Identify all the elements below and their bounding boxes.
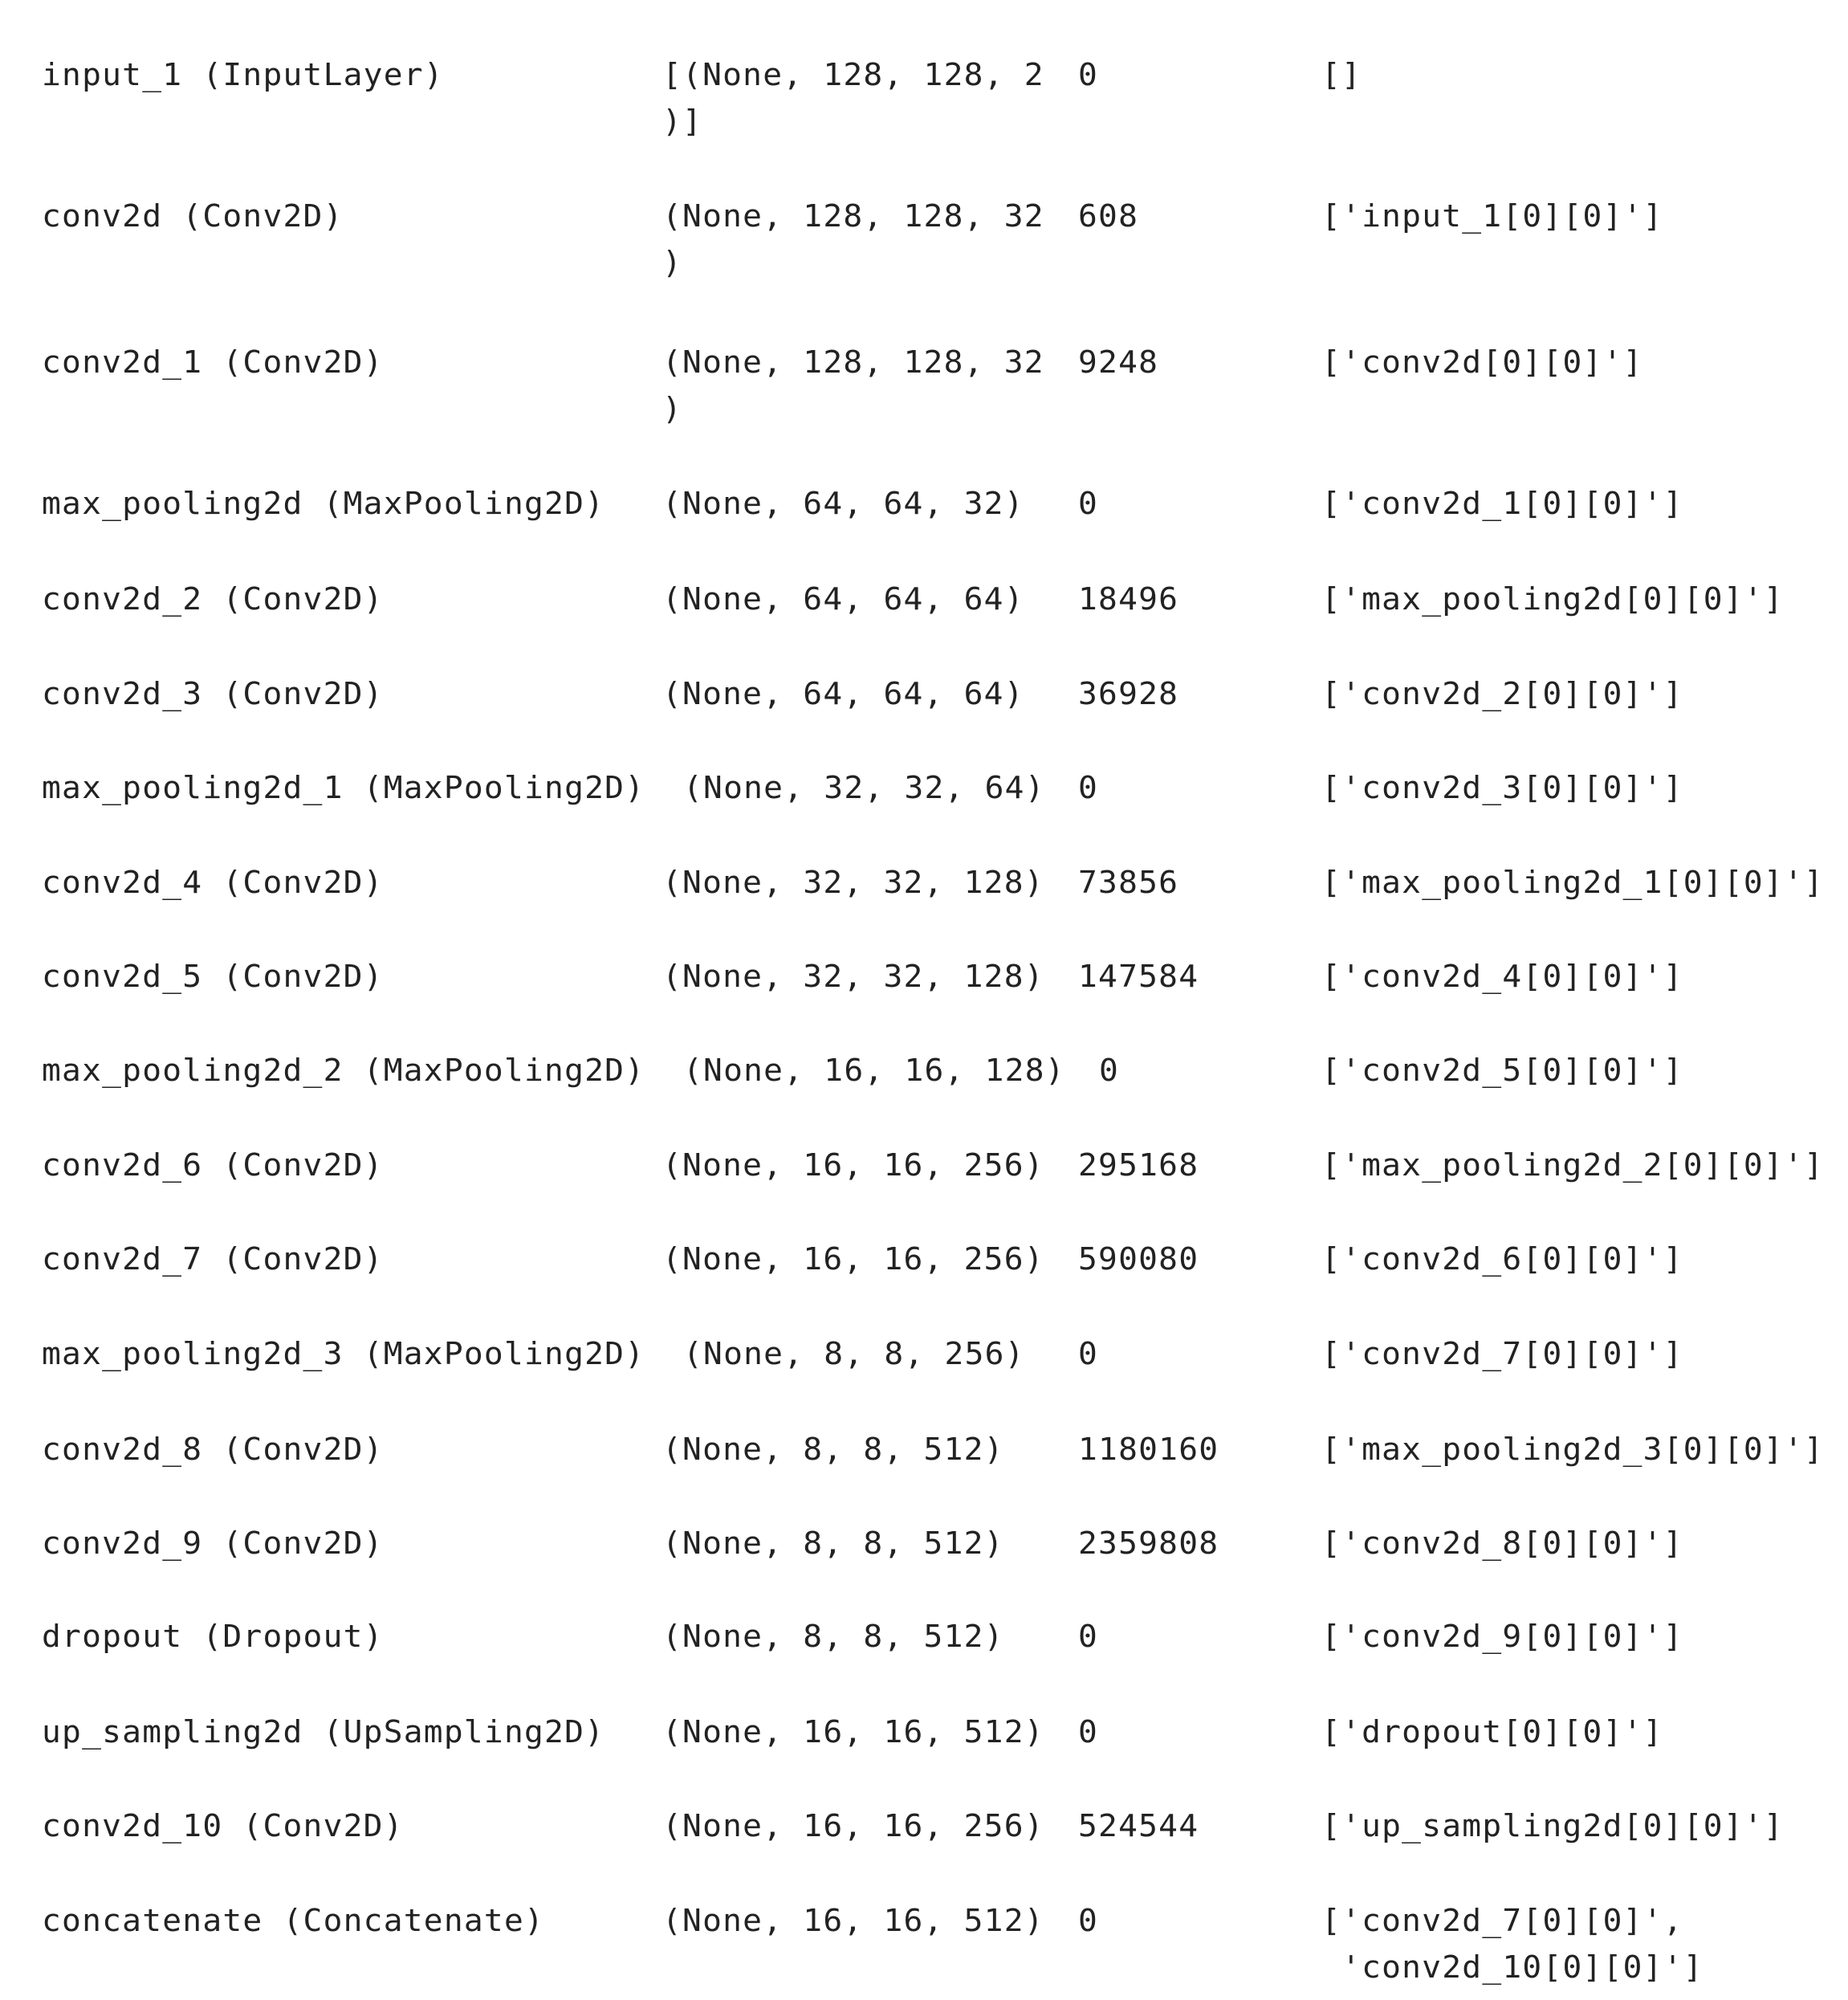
layer-name: up_sampling2d (UpSampling2D) <box>42 1714 605 1749</box>
param-count: 1180160 <box>1078 1432 1219 1467</box>
layer-name: conv2d_5 (Conv2D) <box>42 959 384 994</box>
output-shape: (None, 8, 8, 512) <box>662 1619 1004 1654</box>
layer-name: max_pooling2d_2 (MaxPooling2D) <box>42 1053 645 1088</box>
layer-name: conv2d_10 (Conv2D) <box>42 1808 404 1843</box>
layer-row <box>0 193 1848 289</box>
connected-to: ['conv2d_6[0][0]'] <box>1321 1241 1683 1277</box>
param-count: 0 <box>1078 770 1099 805</box>
connected-to: ['conv2d_3[0][0]'] <box>1321 770 1683 805</box>
layer-name: dropout (Dropout) <box>42 1619 384 1654</box>
output-shape: (None, 16, 16, 128) <box>683 1053 1065 1088</box>
layer-row <box>0 1613 1848 1709</box>
layer-name: conv2d_1 (Conv2D) <box>42 344 384 380</box>
connected-to: ['conv2d_7[0][0]'] <box>1321 1336 1683 1371</box>
output-shape: (None, 32, 32, 128) <box>662 959 1044 994</box>
layer-name: input_1 (InputLayer) <box>42 57 444 92</box>
layer-row <box>0 1047 1848 1143</box>
output-shape: (None, 8, 8, 256) <box>683 1336 1025 1371</box>
output-shape: (None, 16, 16, 512) <box>662 1714 1044 1749</box>
output-shape: (None, 64, 64, 64) <box>662 581 1024 617</box>
connected-to: ['conv2d_4[0][0]'] <box>1321 959 1683 994</box>
connected-to: ['dropout[0][0]'] <box>1321 1714 1663 1749</box>
output-shape: (None, 8, 8, 512) <box>662 1525 1004 1561</box>
output-shape: (None, 128, 128, 32 ) <box>662 198 1044 280</box>
output-shape: (None, 16, 16, 512) <box>662 1903 1044 1938</box>
layer-row <box>0 1897 1848 1994</box>
connected-to: ['conv2d_8[0][0]'] <box>1321 1525 1683 1561</box>
param-count: 147584 <box>1078 959 1199 994</box>
connected-to: ['max_pooling2d_1[0][0]'] <box>1321 865 1825 900</box>
param-count: 73856 <box>1078 865 1179 900</box>
output-shape: [(None, 128, 128, 2 )] <box>662 57 1044 139</box>
layer-row <box>0 480 1848 576</box>
param-count: 36928 <box>1078 676 1179 711</box>
layer-row <box>0 1142 1848 1238</box>
layer-row <box>0 1426 1848 1522</box>
output-shape: (None, 32, 32, 64) <box>683 770 1045 805</box>
connected-to: ['input_1[0][0]'] <box>1321 198 1663 234</box>
param-count: 0 <box>1078 1714 1099 1749</box>
layer-name: conv2d_4 (Conv2D) <box>42 865 384 900</box>
param-count: 0 <box>1078 1336 1099 1371</box>
output-shape: (None, 64, 64, 32) <box>662 486 1024 521</box>
connected-to: ['max_pooling2d_2[0][0]'] <box>1321 1147 1825 1183</box>
layer-row <box>0 859 1848 955</box>
connected-to: ['max_pooling2d[0][0]'] <box>1321 581 1784 617</box>
layer-name: conv2d_9 (Conv2D) <box>42 1525 384 1561</box>
layer-name: concatenate (Concatenate) <box>42 1903 545 1938</box>
output-shape: (None, 16, 16, 256) <box>662 1808 1044 1843</box>
param-count: 0 <box>1078 1619 1099 1654</box>
layer-row <box>0 1709 1848 1805</box>
layer-name: max_pooling2d (MaxPooling2D) <box>42 486 605 521</box>
layer-name: conv2d_7 (Conv2D) <box>42 1241 384 1277</box>
output-shape: (None, 128, 128, 32 ) <box>662 344 1044 426</box>
param-count: 0 <box>1078 486 1099 521</box>
layer-row <box>0 953 1848 1049</box>
layer-name: conv2d_3 (Conv2D) <box>42 676 384 711</box>
layer-row <box>0 51 1848 148</box>
connected-to: ['conv2d[0][0]'] <box>1321 344 1643 380</box>
connected-to: ['conv2d_2[0][0]'] <box>1321 676 1683 711</box>
layer-row <box>0 339 1848 435</box>
connected-to: [] <box>1321 57 1362 92</box>
connected-to: ['max_pooling2d_3[0][0]'] <box>1321 1432 1825 1467</box>
layer-row <box>0 1520 1848 1616</box>
param-count: 0 <box>1078 57 1099 92</box>
layer-row <box>0 1236 1848 1332</box>
layer-row <box>0 576 1848 672</box>
param-count: 9248 <box>1078 344 1159 380</box>
param-count: 18496 <box>1078 581 1179 617</box>
connected-to: ['conv2d_7[0][0]', 'conv2d_10[0][0]'] <box>1321 1903 1703 1985</box>
output-shape: (None, 16, 16, 256) <box>662 1147 1044 1183</box>
layer-name: max_pooling2d_1 (MaxPooling2D) <box>42 770 645 805</box>
param-count: 0 <box>1078 1903 1099 1938</box>
connected-to: ['up_sampling2d[0][0]'] <box>1321 1808 1784 1843</box>
connected-to: ['conv2d_1[0][0]'] <box>1321 486 1683 521</box>
param-count: 0 <box>1099 1053 1120 1088</box>
layer-name: conv2d (Conv2D) <box>42 198 344 234</box>
output-shape: (None, 32, 32, 128) <box>662 865 1044 900</box>
layer-name: max_pooling2d_3 (MaxPooling2D) <box>42 1336 645 1371</box>
param-count: 524544 <box>1078 1808 1199 1843</box>
param-count: 590080 <box>1078 1241 1199 1277</box>
layer-name: conv2d_6 (Conv2D) <box>42 1147 384 1183</box>
layer-row <box>0 1330 1848 1427</box>
output-shape: (None, 16, 16, 256) <box>662 1241 1044 1277</box>
param-count: 295168 <box>1078 1147 1199 1183</box>
layer-row <box>0 670 1848 767</box>
output-shape: (None, 64, 64, 64) <box>662 676 1024 711</box>
connected-to: ['conv2d_5[0][0]'] <box>1321 1053 1683 1088</box>
connected-to: ['conv2d_9[0][0]'] <box>1321 1619 1683 1654</box>
param-count: 608 <box>1078 198 1139 234</box>
param-count: 2359808 <box>1078 1525 1219 1561</box>
layer-row <box>0 1802 1848 1899</box>
layer-name: conv2d_8 (Conv2D) <box>42 1432 384 1467</box>
output-shape: (None, 8, 8, 512) <box>662 1432 1004 1467</box>
layer-row <box>0 764 1848 861</box>
layer-name: conv2d_2 (Conv2D) <box>42 581 384 617</box>
